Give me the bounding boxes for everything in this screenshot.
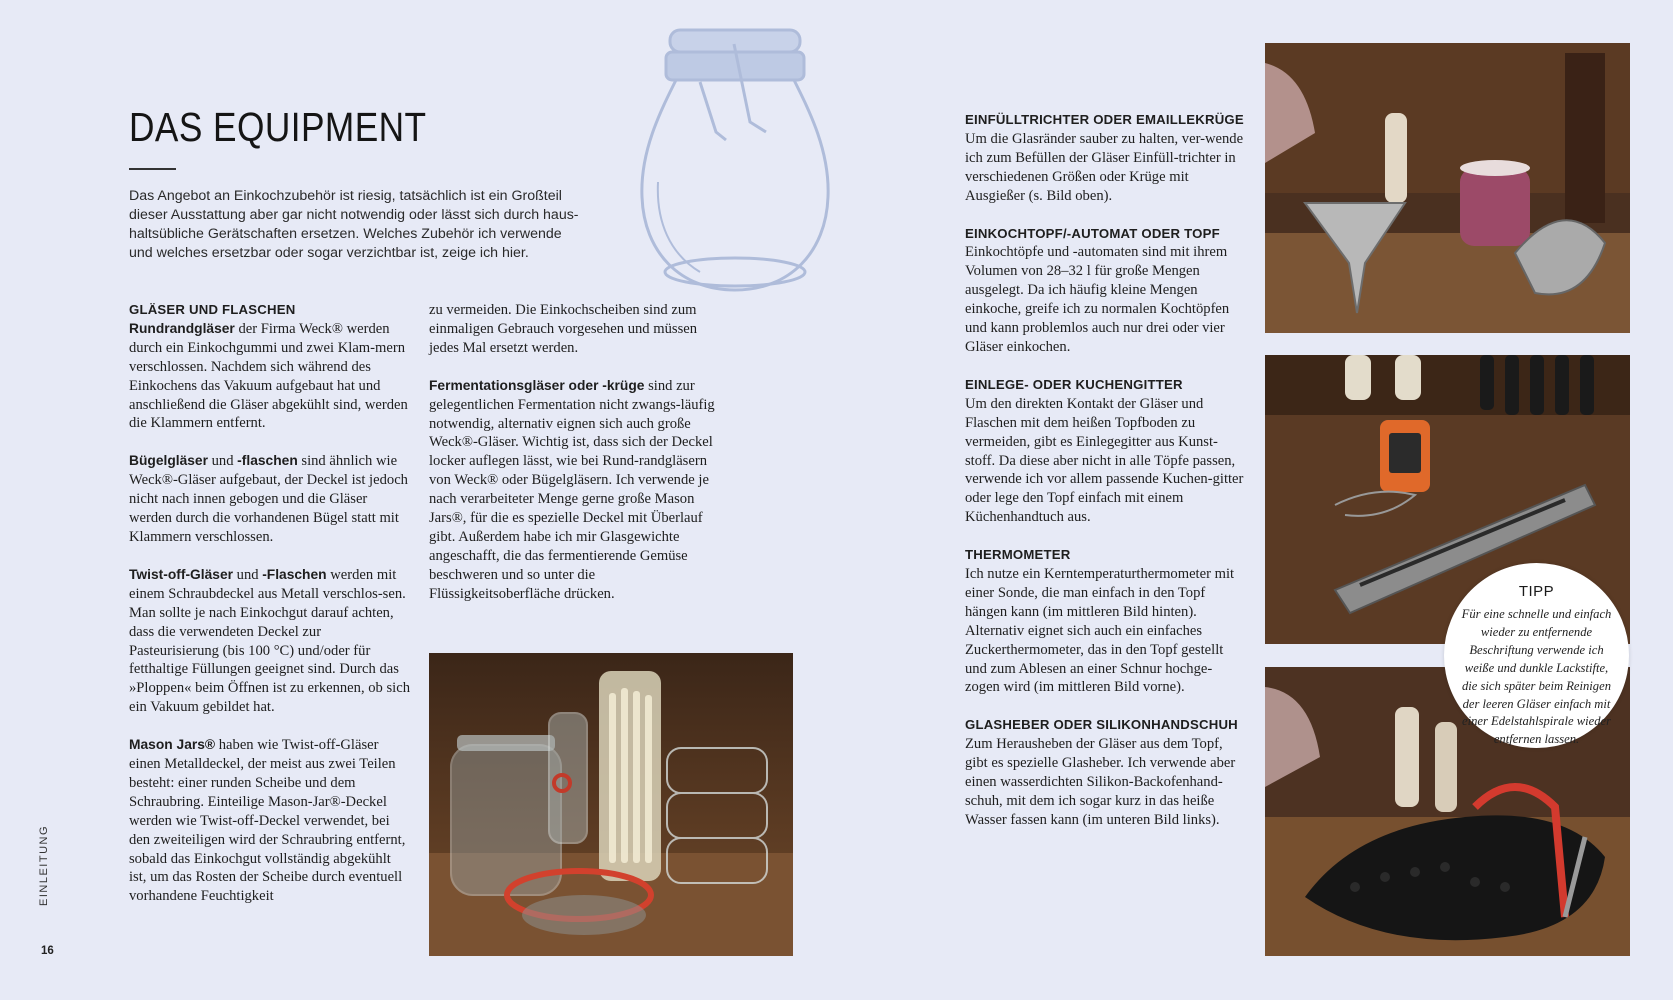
- tip-text: Für eine schnelle und einfach wieder zu entfernende Beschriftung verwende ich weiße und dunkle Lackstifte, die sich später beim Reinigen der leeren Gläser einfach mit einer Edelstahlspirale wieder entfernen lassen.: [1461, 607, 1612, 747]
- section-text: Um die Glasränder sauber zu halten, ver-wende ich zum Befüllen der Gläser Einfüll-trichter in verschiedenen Größen oder Krüge mit Ausgießer (s. Bild oben).: [965, 130, 1244, 204]
- term-flaschen: -flaschen: [237, 453, 298, 469]
- section-heading: GLASHEBER ODER SILIKONHANDSCHUH: [965, 717, 1238, 733]
- section-text: Zum Herausheben der Gläser aus dem Topf, gibt es spezielle Glasheber. Ich verwende aber einen wasserdichten Silikon-Backofenhand-schuh, mit dem ich sogar kurz in das heiße Wasser fassen kann (im unteren Bild links).: [965, 736, 1236, 828]
- section-heading: EINFÜLLTRICHTER ODER EMAILLEKRÜGE: [965, 112, 1244, 127]
- term-buegelglaeser: Bügelgläser: [129, 453, 208, 469]
- paragraph-text: werden mit einem Schraubdeckel aus Metall verschlos-sen. Man sollte je nach Einkochgut darauf achten, dass die verwendeten Deckel zur Pasteurisierung (bis 100 °C) und/oder für fetthaltige Füllungen geeignet sind. Durch das »Ploppen« beim Öffnen ist zu erkennen, ob sich ein Vakuum gebildet hat.: [129, 566, 411, 716]
- section-heading: THERMOMETER: [965, 547, 1071, 563]
- page-title: DAS EQUIPMENT: [129, 104, 427, 150]
- paragraph-fermentation: [429, 377, 715, 604]
- term-twist-off: Twist-off-Gläser: [129, 566, 233, 582]
- photo-funnels: [1265, 43, 1630, 333]
- paragraph-buegelglaeser: [129, 452, 411, 547]
- text-column-3: [965, 111, 1247, 849]
- paragraph-continued: zu vermeiden. Die Einkochscheiben sind zum einmaligen Gebrauch vorgesehen und müssen jedes Mal ersetzt werden.: [429, 302, 698, 356]
- tip-title: TIPP: [1518, 583, 1555, 600]
- section-text: Um den direkten Kontakt der Gläser und Flaschen mit dem heißen Topfboden zu vermeiden, gibt es Einlegegitter aus Kunst-stoff. Da diese aber nicht in alle Töpfe passen, verwende ich vor allem passende Kuchen-gitter oder lege den Topf einfach mit einem Küchenhandtuch aus.: [965, 395, 1244, 526]
- paragraph-text: sind ähnlich wie Weck®-Gläser aufgebaut, der Deckel ist jedoch nicht nach innen gebogen und die Gläser werden durch die vorhandenen Bügel statt mit Klammern verschlossen.: [129, 453, 408, 545]
- term-mason-jars: Mason Jars®: [129, 737, 216, 753]
- text-column-1: [129, 301, 411, 925]
- term-flaschen-2: -Flaschen: [262, 566, 327, 582]
- section-thermometer: [965, 546, 1247, 697]
- section-side-label: EINLEITUNG: [38, 824, 50, 906]
- tip-callout: [1444, 563, 1629, 748]
- paragraph-text: und: [207, 453, 238, 470]
- paragraph-rundrandglaeser: [129, 320, 411, 433]
- term-rundrandglaeser: Rundrandgläser: [129, 320, 235, 336]
- section-glasheber: [965, 716, 1247, 829]
- section-heading: EINKOCHTOPF/-AUTOMAT ODER TOPF: [965, 225, 1220, 241]
- term-fermentation: Fermentationsgläser oder -krüge: [429, 377, 645, 393]
- section-einkochtopf: [965, 225, 1247, 357]
- paragraph-text: und: [233, 566, 263, 583]
- section-text: Einkochtöpfe und -automaten sind mit ihrem Volumen von 28–32 l für große Mengen ausgelegt. Da ich häufig kleine Mengen einkoche, greife ich zu normalen Kochtöpfen und kann problemlos auch nur drei oder vier Gläser einkochen.: [965, 244, 1230, 355]
- paragraph-text: haben wie Twist-off-Gläser einen Metalldeckel, der meist aus zwei Teilen besteht: einer runden Scheibe und dem Schraubring. Einteilige Mason-Jar®-Deckel werden wie Twist-off-Deckel verwendet, bei den zweiteiligen wird der Schraubring entfernt, sobald das Einkochgut vollständig abgekühlt ist, um das Rosten der Scheibe durch eventuell vorhandene Feuchtigkeit: [129, 737, 406, 905]
- title-divider: [129, 168, 176, 170]
- section-einfuelltrichter: [965, 111, 1247, 206]
- text-column-2: [429, 301, 715, 623]
- photo-jars: [429, 653, 793, 956]
- section-heading-glaeser: GLÄSER UND FLASCHEN: [129, 302, 296, 317]
- section-text: Ich nutze ein Kerntemperaturthermometer mit einer Sonde, die man einfach in den Topf hängen kann (im mittleren Bild hinten). Alternativ eignet sich auch ein einfaches Zuckerthermometer, das in den Topf gestellt und zum Ablesen an einer Schnur hochge-zogen wird (im mittleren Bild vorne).: [965, 566, 1235, 696]
- jar-illustration: [630, 22, 840, 312]
- section-einlegegitter: [965, 376, 1247, 527]
- paragraph-twist-off: [129, 566, 411, 717]
- paragraph-mason-jars: [129, 736, 411, 906]
- page-number: 16: [41, 945, 54, 957]
- section-heading: EINLEGE- ODER KUCHENGITTER: [965, 376, 1183, 392]
- intro-paragraph: Das Angebot an Einkochzubehör ist riesig, tatsächlich ist ein Großteil dieser Ausstattung aber gar nicht notwendig oder lässt sich durch haus-haltsübliche Gerätschaften ersetzen. Welches Zubehör ich verwende und welches ersetzbar oder sogar verzichtbar ist, zeige ich hier.: [129, 188, 579, 261]
- paragraph-text: sind zur gelegentlichen Fermentation nicht zwangs-läufig notwendig, alternativ eignen sich auch große Weck®-Gläser. Wichtig ist, dass sich der Deckel locker auflegen lässt, wie bei Rund-randgläsern von Weck® oder Bügelgläsern. Ich verwende je nach verarbeiteter Menge gerne große Mason Jars®, für die es spezielle Deckel mit Überlauf gibt. Außerdem habe ich mir Glasgewichte angeschafft, die das fermentierende Gemüse beschweren und so unter die Flüssigkeitsoberfläche drücken.: [429, 377, 715, 602]
- paragraph-text: der Firma Weck® werden durch ein Einkochgummi und zwei Klam-mern verschlossen. Nachdem sich während des Einkochens das Vakuum aufgebaut hat und anschließend die Gläser abgekühlt sind, werden die Klammern entfernt.: [129, 320, 408, 432]
